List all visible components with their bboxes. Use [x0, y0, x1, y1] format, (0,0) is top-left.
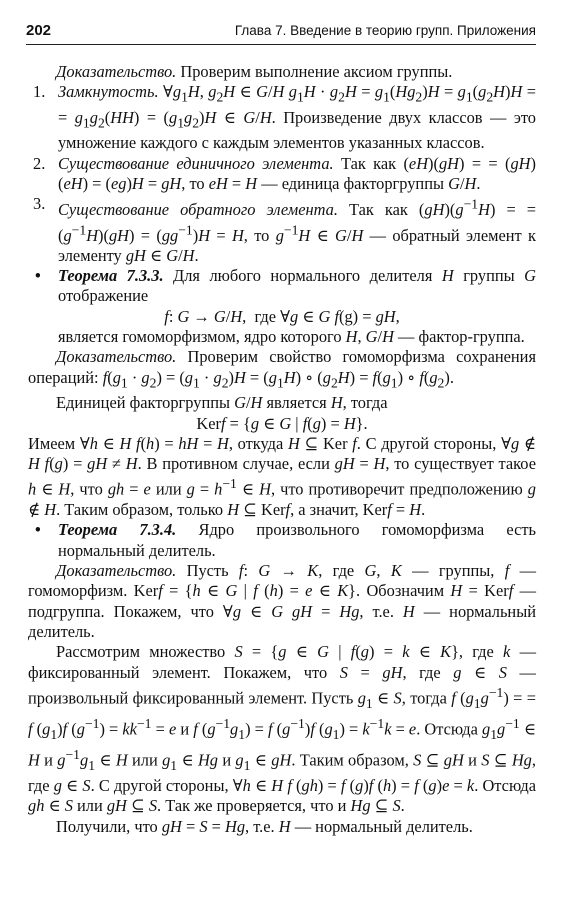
item-number: 1.: [33, 82, 46, 102]
numbered-item: [28, 82, 536, 153]
page-body: [28, 62, 536, 837]
page-number: 202: [26, 22, 52, 39]
paragraph: Получили, что gH = S = Hg, т.е. H — нормальный делитель.: [56, 816, 473, 836]
theorem-item: [28, 266, 536, 307]
item-text: Существование обратного элемента. Так как $(gH)(g^{-1}H)$ = = $(g^{-1}H)(gH) = (gg^{-1})H = H$, то $g^{-1}H$ ∈ G/H — обратный элемент к элементу gH ∈ G/H.: [58, 196, 537, 265]
item-text: Теорема 7.3.4. Ядро произвольного гомоморфизма есть нормальный делитель.: [58, 520, 536, 560]
bullet-marker: •: [35, 266, 41, 286]
theorem-item: [28, 520, 536, 561]
item-text: Существование единичного элемента. Так как (eH)(gH) = = (gH)(eH) = (eg)H = gH, то eH = H — единица факторгруппы G/H.: [58, 153, 536, 194]
item-number: 2.: [33, 153, 46, 173]
paragraph: является гомоморфизмом, ядро которого H, G/H — фактор-группа.: [58, 327, 525, 347]
paragraph: Единицей факторгруппы G/H является H, тогда: [56, 393, 388, 413]
paragraph: Имеем ∀h ∈ H f(h) = hH = H, откуда H ⊆ Ker f. С другой стороны, ∀g ∉ H f(g) = gH ≠ H. В противном случае, если gH = H, то существует такое h ∈ H, что gh = e или $g = h^{-1}$ ∈ H, что противоречит предположению g ∉ H. Таким образом, только H ⊆ Kerf, а значит, Kerf = H.: [28, 433, 536, 520]
paragraph: Доказательство. Проверим свойство гомоморфизма сохранения операций: $f(g_1 \cdot g_2) = (g_1 \cdot g_2)H = (g_1H)$ ∘ $(g_2H) = f(g_1)$ ∘ $f(g_2)$.: [28, 347, 536, 390]
numbered-item: [28, 154, 536, 195]
paragraph: Рассмотрим множество S = {g ∈ G | f(g) = k ∈ K}, где k — фиксированный элемент. Покажем, что S = gH, где g ∈ S — произвольный фиксированный элемент. Пусть $g_1$ ∈ S, тогда f $(g_1g^{-1})$ = = f $(g_1)f$ $(g^{-1}) = kk^{-1} = e$ и f $(g^{-1}g_1) = f$ $(g^{-1})f$ $(g_1) = k^{-1}k = e$. Отсюда $g_1g^{-1}$ ∈ H и $g^{-1}g_1$ ∈ H или $g_1$ ∈ Hg и $g_1$ ∈ gH. Таким образом, S ⊆ gH и S ⊆ Hg, где g ∈ S. С другой стороны, ∀h ∈ H f (gh) = f (g)f (h) = f (g)e = k. Отсюда gh ∈ S или gH ⊆ S. Так же проверяется, что и Hg ⊆ S.: [28, 642, 536, 816]
item-number: 3.: [33, 194, 46, 214]
display-formula: f: G → G/H, где ∀g ∈ G f(g) = gH,: [164, 306, 400, 326]
item-text: Теорема 7.3.3. Для любого нормального делителя H группы G отображение: [58, 266, 536, 306]
item-text: Замкнутость. $\forall g_1H$, $g_2H$ ∈ G/H $g_1H \cdot g_2H = g_1(Hg_2)H = g_1(g_2H)H$ = = $g_1g_2(HH) = (g_1g_2)H$ ∈ G/H. Произведение двух классов — это умножение каждого с каждым элементов указанных классов.: [58, 82, 536, 153]
bullet-marker: •: [35, 520, 41, 540]
running-head: Глава 7. Введение в теорию групп. Приложения: [234, 23, 536, 38]
paragraph: Доказательство. Проверим выполнение аксиом группы.: [56, 62, 453, 81]
display-formula: Kerf = {g ∈ G | f(g) = H}.: [196, 413, 368, 433]
page-header: [26, 20, 536, 45]
paragraph: Доказательство. Пусть f: G → K, где G, K — группы, f — гомоморфизм. Kerf = {h ∈ G | f (h) = e ∈ K}. Обозначим H = Kerf — подгруппа. Покажем, что ∀g ∈ G gH = Hg, т.е. H — нормальный делитель.: [28, 561, 536, 641]
numbered-item: [28, 194, 536, 266]
